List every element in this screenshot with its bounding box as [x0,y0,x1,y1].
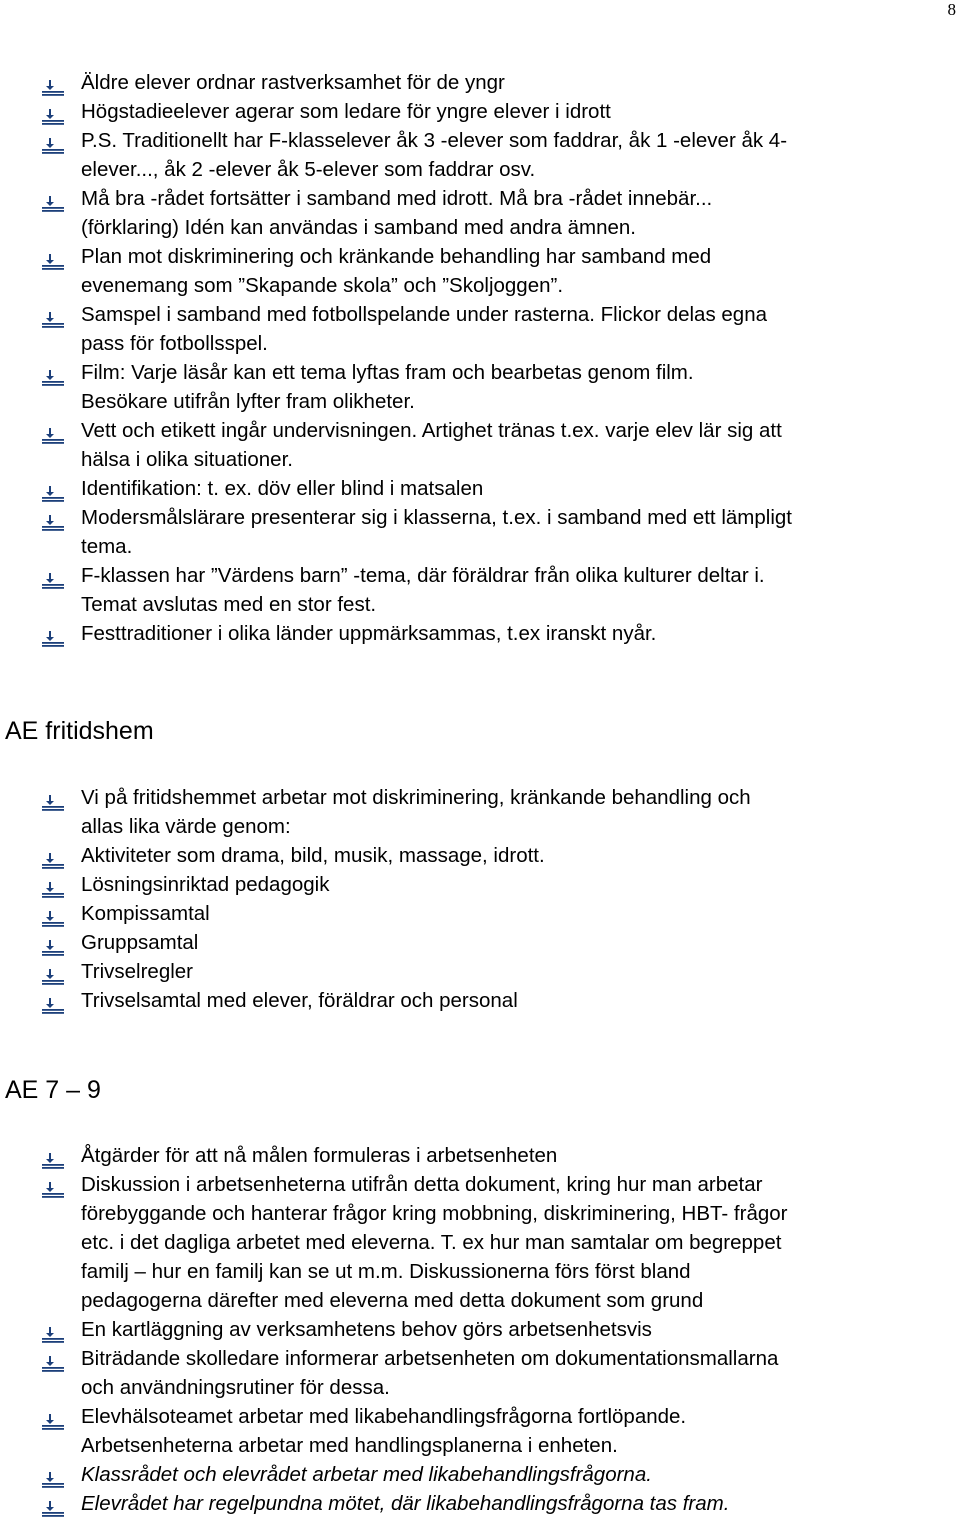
fritidshem-list [0,783,960,1015]
list-item-text: Elevhälsoteamet arbetar med likabehandlingsfrågorna fortlöpande. [81,1405,687,1428]
arrow-bullet-icon [42,1496,64,1512]
list-item [0,126,960,184]
list-item-text: evenemang som ”Skapande skola” och ”Skoljoggen”. [81,274,564,297]
list-item [0,870,960,899]
arrow-bullet-icon [42,1351,64,1367]
list-item-text: Klassrådet och elevrådet arbetar med likabehandlingsfrågorna. [81,1463,652,1486]
list-item-text: pedagogerna därefter med eleverna med detta dokument som grund [81,1289,704,1312]
section-heading-fritidshem: AE fritidshem [5,717,154,745]
list-item-text: (förklaring) Idén kan användas i samband med andra ämnen. [81,216,636,239]
list-item-text: Må bra -rådet fortsätter i samband med idrott. Må bra -rådet innebär... [81,187,713,210]
arrow-bullet-icon [42,75,64,91]
list-item-text: familj – hur en familj kan se ut m.m. Diskussionerna förs först bland [81,1260,691,1283]
list-item [0,957,960,986]
list-item-text: Vi på fritidshemmet arbetar mot diskriminering, kränkande behandling och [81,786,751,809]
arrow-bullet-icon [42,104,64,120]
list-item [0,416,960,474]
list-item [0,561,960,619]
list-item-text: Kompissamtal [81,902,210,925]
list-item-text: hälsa i olika situationer. [81,448,293,471]
arrow-bullet-icon [42,790,64,806]
list-item-text: Elevrådet har regelpundna mötet, där likabehandlingsfrågorna tas fram. [81,1492,730,1515]
page-number: 8 [947,0,956,19]
list-item-text: Diskussion i arbetsenheterna utifrån detta dokument, kring hur man arbetar [81,1173,763,1196]
list-item [0,68,960,97]
arrow-bullet-icon [42,481,64,497]
list-item-text: Äldre elever ordnar rastverksamhet för de yngr [81,71,505,94]
arrow-bullet-icon [42,191,64,207]
list-item-text: Modersmålslärare presenterar sig i klasserna, t.ex. i samband med ett lämpligt [81,506,792,529]
list-item-text: Gruppsamtal [81,931,199,954]
list-item [0,986,960,1015]
list-item [0,1170,960,1315]
list-item [0,1141,960,1170]
arrow-bullet-icon [42,906,64,922]
list-item-text: Trivselsamtal med elever, föräldrar och personal [81,989,518,1012]
list-item-text: P.S. Traditionellt har F-klasselever åk 3 -elever som faddrar, åk 1 -elever åk 4- [81,129,788,152]
list-item-text: Plan mot diskriminering och kränkande behandling har samband med [81,245,712,268]
list-item [0,1489,960,1518]
list-item [0,358,960,416]
list-item [0,474,960,503]
arrow-bullet-icon [42,1177,64,1193]
list-item-text: F-klassen har ”Värdens barn” -tema, där föräldrar från olika kulturer deltar i. [81,564,765,587]
list-item-text: och användningsrutiner för dessa. [81,1376,390,1399]
arrow-bullet-icon [42,935,64,951]
list-item [0,97,960,126]
list-item [0,1402,960,1460]
arrow-bullet-icon [42,1322,64,1338]
list-item [0,928,960,957]
arrow-bullet-icon [42,964,64,980]
list-item-text: Samspel i samband med fotbollspelande under rasterna. Flickor delas egna [81,303,767,326]
list-item [0,899,960,928]
list-item-text: Aktiviteter som drama, bild, musik, massage, idrott. [81,844,545,867]
list-item [0,619,960,648]
ae-7-9-list [0,1141,960,1518]
list-item-text: elever..., åk 2 -elever åk 5-elever som faddrar osv. [81,158,536,181]
list-item-text: Vett och etikett ingår undervisningen. Artighet tränas t.ex. varje elev lär sig att [81,419,782,442]
arrow-bullet-icon [42,249,64,265]
school-activities-list [0,68,960,648]
arrow-bullet-icon [42,877,64,893]
arrow-bullet-icon [42,1467,64,1483]
list-item-text: tema. [81,535,133,558]
arrow-bullet-icon [42,848,64,864]
list-item [0,242,960,300]
list-item-text: förebyggande och hanterar frågor kring mobbning, diskriminering, HBT- frågor [81,1202,788,1225]
list-item [0,300,960,358]
list-item [0,1344,960,1402]
list-item-text: etc. i det dagliga arbetet med eleverna. T. ex hur man samtalar om begreppet [81,1231,782,1254]
arrow-bullet-icon [42,1409,64,1425]
list-item-text: Temat avslutas med en stor fest. [81,593,377,616]
arrow-bullet-icon [42,307,64,323]
arrow-bullet-icon [42,1148,64,1164]
list-item [0,503,960,561]
list-item-text: Identifikation: t. ex. döv eller blind i matsalen [81,477,484,500]
arrow-bullet-icon [42,568,64,584]
list-item-text: Festtraditioner i olika länder uppmärksammas, t.ex iranskt nyår. [81,622,657,645]
arrow-bullet-icon [42,626,64,642]
list-item-text: En kartläggning av verksamhetens behov görs arbetsenhetsvis [81,1318,652,1341]
arrow-bullet-icon [42,510,64,526]
list-item [0,783,960,841]
list-item [0,841,960,870]
section-heading-ae-7-9: AE 7 – 9 [5,1076,101,1104]
list-item-text: Åtgärder för att nå målen formuleras i arbetsenheten [81,1144,558,1167]
list-item [0,184,960,242]
arrow-bullet-icon [42,993,64,1009]
list-item-text: Lösningsinriktad pedagogik [81,873,330,896]
list-item [0,1315,960,1344]
list-item-text: Trivselregler [81,960,194,983]
list-item-text: Biträdande skolledare informerar arbetsenheten om dokumentationsmallarna [81,1347,779,1370]
arrow-bullet-icon [42,423,64,439]
list-item-text: Besökare utifrån lyfter fram olikheter. [81,390,415,413]
list-item-text: pass för fotbollsspel. [81,332,268,355]
list-item [0,1460,960,1489]
list-item-text: Högstadieelever agerar som ledare för yngre elever i idrott [81,100,611,123]
arrow-bullet-icon [42,133,64,149]
list-item-text: Arbetsenheterna arbetar med handlingsplanerna i enheten. [81,1434,618,1457]
arrow-bullet-icon [42,365,64,381]
list-item-text: allas lika värde genom: [81,815,291,838]
list-item-text: Film: Varje läsår kan ett tema lyftas fram och bearbetas genom film. [81,361,694,384]
